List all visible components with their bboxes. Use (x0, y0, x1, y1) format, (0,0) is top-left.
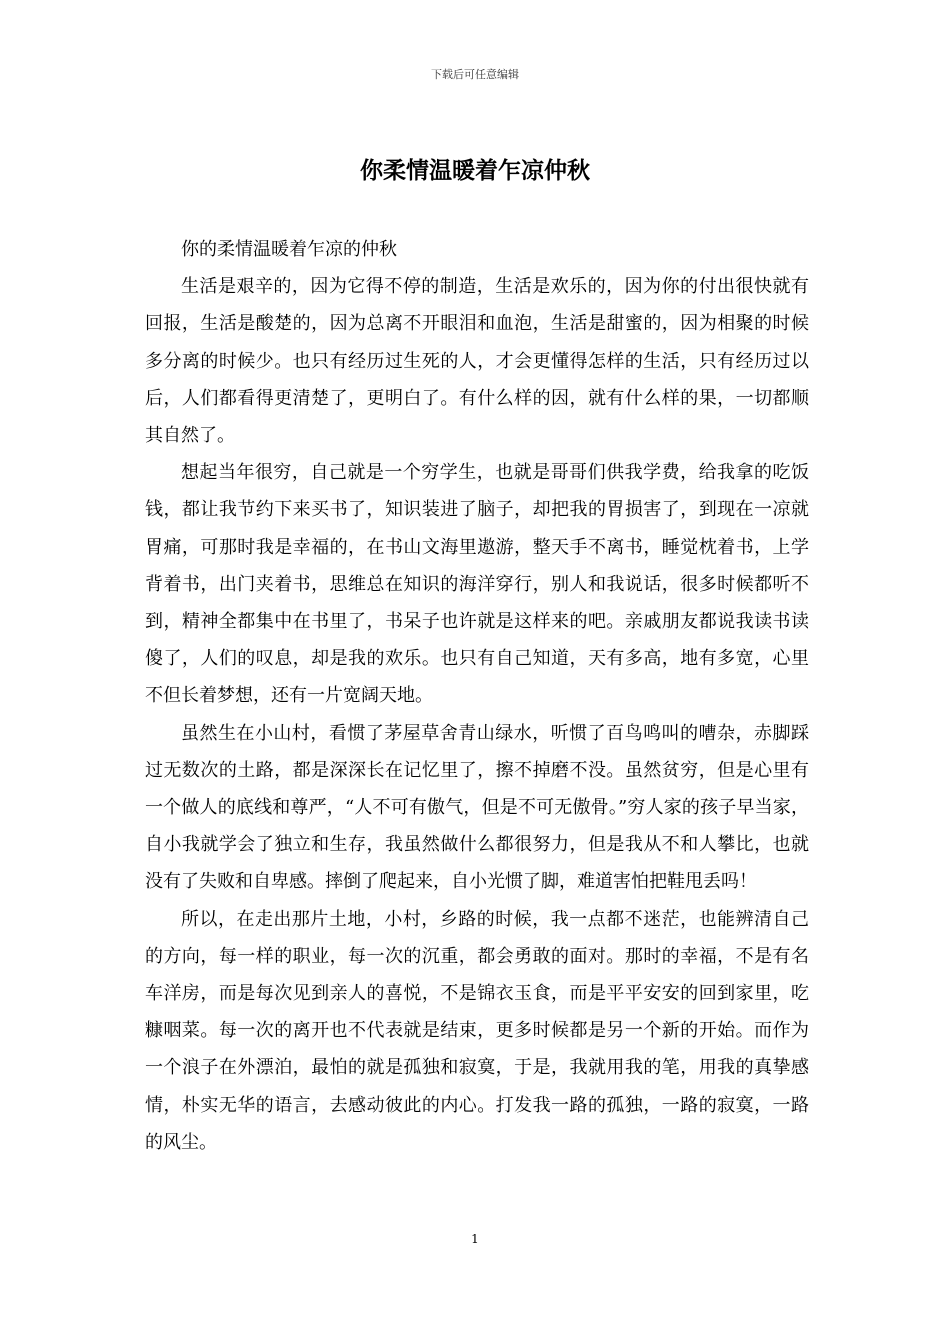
page-number: 1 (471, 1232, 479, 1246)
body-paragraph-2: 想起当年很穷，自己就是一个穷学生，也就是哥哥们供我学费，给我拿的吃饭钱，都让我节约下来买书了，知识装进了脑子，却把我的胃损害了，到现在一凉就胃痛，可那时我是幸福的，在书山文海里遨游，整天手不离书，睡觉枕着书，上学背着书，出门夹着书，思维总在知识的海洋穿行，别人和我说话，很多时候都听不到，精神全都集中在书里了，书呆子也许就是这样来的吧。亲戚朋友都说我读书读傻了，人们的叹息，却是我的欢乐。也只有自己知道，天有多高，地有多宽，心里不但长着梦想，还有一片宽阔天地。 (145, 462, 809, 707)
body-paragraph-1: 生活是艰辛的，因为它得不停的制造，生活是欢乐的，因为你的付出很快就有回报，生活是酸楚的，因为总离不开眼泪和血泡，生活是甜蜜的，因为相聚的时候多分离的时候少。也只有经历过生死的人，才会更懂得怎样的生活，只有经历过以后，人们都看得更清楚了，更明白了。有什么样的因，就有什么样的果，一切都顺其自然了。 (145, 276, 809, 447)
header-note: 下载后可任意编辑 (431, 68, 519, 81)
body-paragraph-3: 虽然生在小山村，看惯了茅屋草舍青山绿水，听惯了百鸟鸣叫的嘈杂，赤脚踩过无数次的土路，都是深深长在记忆里了，擦不掉磨不没。虽然贫穷，但是心里有一个做人的底线和尊严，“人不可有傲气，但是不可无傲骨。”穷人家的孩子早当家，自小我就学会了独立和生存，我虽然做什么都很努力，但是我从不和人攀比，也就没有了失败和自卑感。摔倒了爬起来，自小光惯了脚，难道害怕把鞋甩丢吗！ (145, 722, 809, 893)
subtitle-paragraph: 你的柔情温暖着乍凉的仲秋 (181, 239, 397, 260)
document-body (145, 231, 809, 1161)
body-paragraph-4: 所以，在走出那片土地，小村，乡路的时候，我一点都不迷茫，也能辨清自己的方向，每一样的职业，每一次的沉重，都会勇敢的面对。那时的幸福，不是有名车洋房，而是每次见到亲人的喜悦，不是锦衣玉食，而是平平安安的回到家里，吃糠咽菜。每一次的离开也不代表就是结束，更多时候都是另一个新的开始。而作为一个浪子在外漂泊，最怕的就是孤独和寂寞，于是，我就用我的笔，用我的真挚感情，朴实无华的语言，去感动彼此的内心。打发我一路的孤独，一路的寂寞，一路的风尘。 (145, 908, 809, 1153)
document-title: 你柔情温暖着乍凉仲秋 (360, 157, 590, 184)
